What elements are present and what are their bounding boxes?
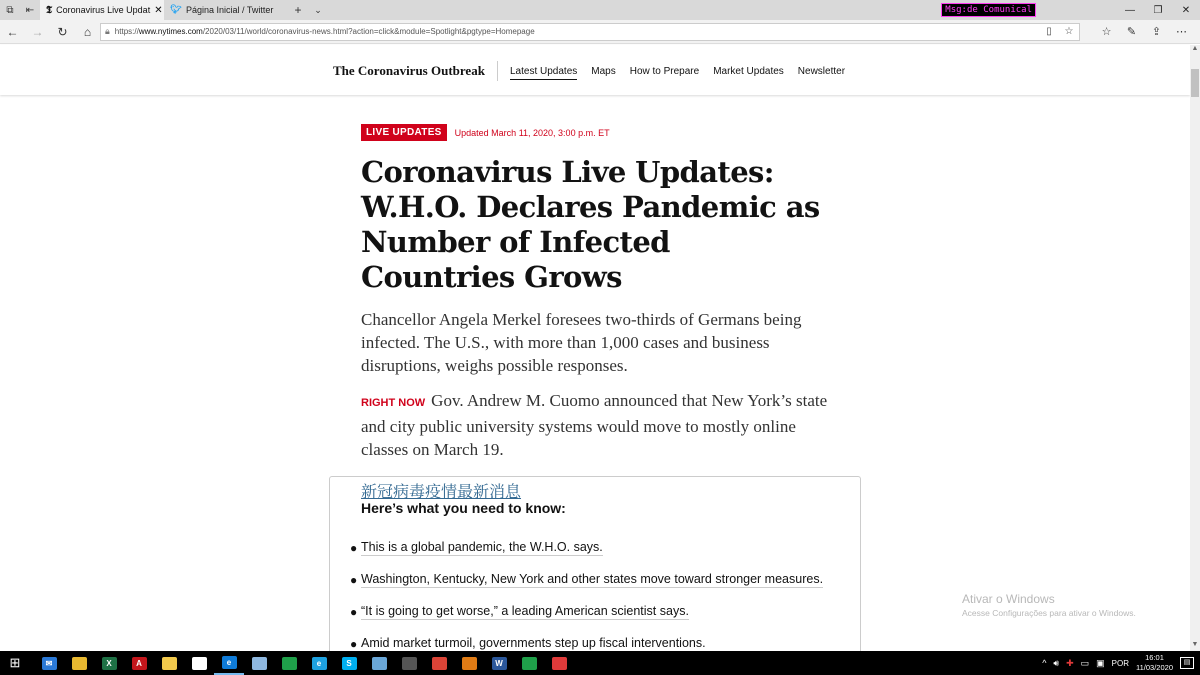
bullet-icon: ● [350,573,358,587]
tray-chevron-icon[interactable]: ^ [1042,658,1047,668]
app-glyph [252,657,267,670]
chinese-edition-link[interactable]: 新冠病毒疫情最新消息 [361,484,522,501]
skype-icon[interactable] [334,651,364,675]
tab-twitter[interactable] [164,0,288,20]
green-app-2-icon[interactable] [514,651,544,675]
tab-coronavirus[interactable] [40,0,164,20]
app-glyph: W [492,657,507,670]
ship-app-icon[interactable] [364,651,394,675]
app-glyph: A [132,657,147,670]
favorites-list-icon[interactable]: ☆ [1101,26,1112,38]
app-glyph: S [342,657,357,670]
need-to-know-title: Here’s what you need to know: [361,500,566,516]
app-glyph [522,657,537,670]
url-text: https://www.nytimes.com/2020/03/11/world/coronavirus-news.html?action=click&module=Spotlight&pgtype=Homepage [114,27,535,36]
section-brand[interactable]: The Coronavirus Outbreak [333,63,485,78]
word-icon[interactable] [484,651,514,675]
favorite-star-icon[interactable]: ☆ [1064,26,1074,37]
watermark-title: Ativar o Windows [962,592,1055,606]
browser-tab-bar [0,0,1200,20]
right-now-text: Gov. Andrew M. Cuomo announced that New York’s state and city public university systems would move to mostly online classes on March 19. [361,391,828,459]
app-glyph: e [222,656,237,669]
nav-how-to-prepare[interactable]: How to Prepare [629,66,700,77]
language-indicator[interactable]: POR [1111,658,1130,668]
header-divider [497,61,498,81]
mail-icon[interactable] [34,651,64,675]
section-nav [510,66,845,80]
internet-explorer-icon[interactable] [304,651,334,675]
right-now-label: RIGHT NOW [361,397,426,409]
maximize-button[interactable]: ❐ [1153,4,1163,16]
reading-view-icon[interactable]: ▯ [1046,26,1052,37]
site-header [0,45,1190,95]
nav-latest-updates[interactable]: Latest Updates [510,66,577,80]
message-badge: Msg:de Comunical [941,3,1036,17]
clock-date: 11/03/2020 [1136,663,1173,672]
red-app-icon[interactable] [544,651,574,675]
article-body [361,124,831,502]
app-glyph [552,657,567,670]
page-scrollbar[interactable] [1190,45,1200,651]
new-tab-button[interactable]: + [294,3,302,17]
article-summary: Chancellor Angela Merkel foresees two-thirds of Germans being infected. The U.S., with more than 1,000 cases and business disruptions, weighs possible responses. [361,310,802,375]
app-glyph: ✉ [42,657,57,670]
right-now-paragraph [361,389,831,461]
nav-maps[interactable]: Maps [591,66,616,77]
nav-market-updates[interactable]: Market Updates [713,66,784,77]
display-icon[interactable]: ▭ [1080,657,1090,668]
scroll-down-icon[interactable]: ▼ [1191,641,1199,648]
green-app-icon[interactable] [274,651,304,675]
refresh-icon[interactable]: ↻ [57,24,68,39]
need-to-know-box [329,476,861,666]
bullet-icon: ● [350,637,358,651]
clock[interactable] [1136,653,1173,673]
need-to-know-link[interactable]: This is a global pandemic, the W.H.O. says. [361,540,603,554]
calculator-icon[interactable] [394,651,424,675]
bullet-icon: ● [350,541,358,555]
nyt-icon: 𝕿 [46,4,53,16]
twitter-icon: 🐦︎ [170,5,182,15]
chrome-icon[interactable] [424,651,454,675]
pen-icon[interactable]: ✎ [1126,26,1137,38]
app-glyph: e [312,657,327,670]
app-tray-icon[interactable]: ✚ [1066,657,1074,668]
minimize-button[interactable]: — [1125,4,1135,16]
scroll-up-icon[interactable]: ▲ [1191,45,1199,52]
list-item [350,564,823,596]
nav-newsletter[interactable]: Newsletter [797,66,846,77]
taskbar-apps [34,651,574,675]
app-glyph [282,657,297,670]
article-meta [361,124,831,141]
need-to-know-list [350,532,823,660]
app-glyph [372,657,387,670]
app-glyph [192,657,207,670]
volume-icon[interactable]: 🔊︎ [1053,657,1060,668]
file-explorer-icon[interactable] [64,651,94,675]
need-to-know-link[interactable]: Amid market turmoil, governments step up fiscal interventions. [361,636,706,650]
url-input[interactable] [100,23,1080,41]
need-to-know-link[interactable]: Washington, Kentucky, New York and other states move toward stronger measures. [361,572,824,586]
watermark-subtitle: Acesse Configurações para ativar o Windows. [962,608,1136,618]
app-glyph [402,657,417,670]
windows-taskbar [0,651,1200,675]
close-tab-icon[interactable]: ✕ [154,4,163,16]
close-window-button[interactable]: ✕ [1181,4,1191,16]
activate-windows-watermark [962,592,1136,618]
edge-icon[interactable] [214,651,244,675]
live-updates-badge: LIVE UPDATES [361,124,447,141]
orange-app-icon[interactable] [454,651,484,675]
bullet-icon: ● [350,605,358,619]
app-glyph [462,657,477,670]
list-item [350,596,823,628]
scroll-thumb[interactable] [1191,69,1199,97]
app-glyph [72,657,87,670]
more-menu-icon[interactable]: ⋯ [1176,26,1187,38]
clock-time: 16:01 [1145,653,1164,662]
address-bar-row [0,20,1200,44]
app-glyph: X [102,657,117,670]
tab-title: Coronavirus Live Updat [56,5,151,15]
network-icon[interactable]: ▣ [1096,657,1105,668]
excel-icon[interactable] [94,651,124,675]
headline: Coronavirus Live Updates: W.H.O. Declares Pandemic as Number of Infected Countries Grows [361,155,820,294]
back-arrow-icon[interactable]: ← [6,24,19,39]
notes-icon[interactable] [244,651,274,675]
lock-icon: 🔒︎ [105,26,110,36]
folder-icon[interactable] [154,651,184,675]
tab-actions-icon[interactable]: ⧉ [6,4,14,16]
tab-list-button[interactable]: ⌄ [314,4,322,15]
system-tray [1042,653,1200,673]
notifications-icon[interactable]: ▤ [1180,657,1194,669]
share-icon[interactable]: ⇪ [1151,26,1162,38]
home-icon[interactable]: ⌂ [83,24,92,39]
set-aside-tabs-icon[interactable]: ⇤ [25,4,35,16]
acrobat-icon[interactable] [124,651,154,675]
app-glyph [162,657,177,670]
chat-icon[interactable] [184,651,214,675]
tab-title: Página Inicial / Twitter [186,5,274,15]
list-item [350,532,823,564]
windows-start-icon[interactable]: ⊞ [9,655,21,670]
forward-arrow-icon[interactable]: → [31,24,44,39]
updated-timestamp: Updated March 11, 2020, 3:00 p.m. ET [454,127,610,138]
need-to-know-link[interactable]: “It is going to get worse,” a leading American scientist says. [361,604,689,618]
app-glyph [432,657,447,670]
